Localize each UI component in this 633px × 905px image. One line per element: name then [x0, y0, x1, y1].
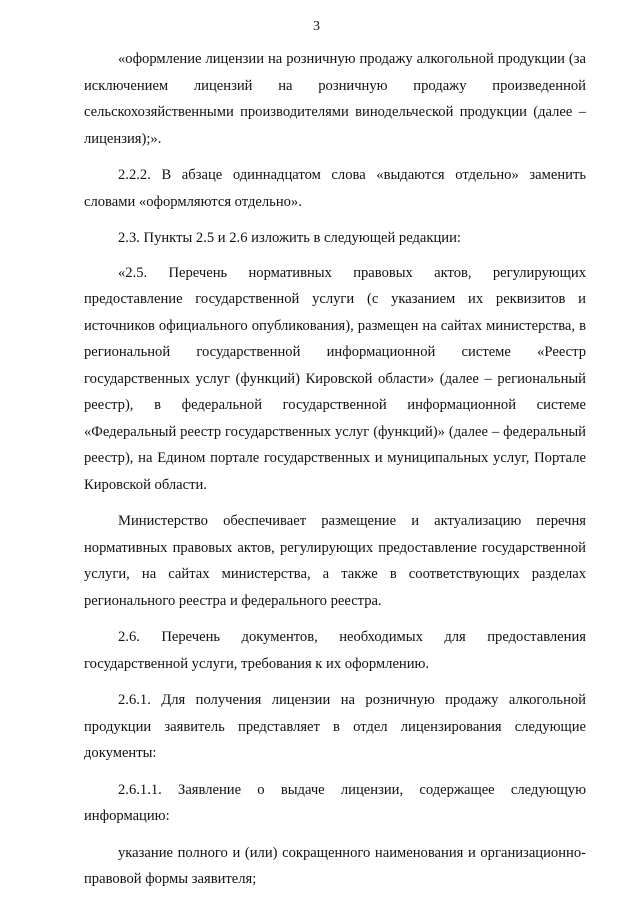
- paragraph-2-5: «2.5. Перечень нормативных правовых актов, регулирующих предоставление государственной услуги (с указанием их реквизитов и источников официального опубликования), размещен на сайтах министерства, в региональной государственной информационной системе «Реестр государственных услуг (функций) Кировской области» (далее – региональный реестр), в федеральной государственной информационной системе «Федеральный реестр государственных услуг (функций)» (далее – федеральный реестр), на Едином портале государственных и муниципальных услуг, Портале Кировской области.: [84, 264, 586, 493]
- paragraph-license-definition: «оформление лицензии на розничную продажу алкогольной продукции (за исключением лицензий на розничную продажу произведенной сельскохозяйственными производителями винодельческой продукции (далее – лицензия);».: [84, 51, 586, 147]
- paragraph-applicant-name: указание полного и (или) сокращенного наименования и организационно-правовой формы заявителя;: [84, 844, 586, 887]
- paragraph-2-3: 2.3. Пункты 2.5 и 2.6 изложить в следующей редакции:: [118, 230, 461, 246]
- paragraph-ministry-duties: Министерство обеспечивает размещение и актуализацию перечня нормативных правовых актов, регулирующих предоставление государственной услуги, на сайтах министерства, а также в соответствующих разделах регионального реестра и федерального реестра.: [84, 513, 586, 609]
- page-number: 3: [313, 19, 320, 34]
- paragraph-2-6: 2.6. Перечень документов, необходимых для предоставления государственной услуги, требования к их оформлению.: [84, 629, 586, 672]
- paragraph-2-6-1: 2.6.1. Для получения лицензии на розничную продажу алкогольной продукции заявитель представляет в отдел лицензирования следующие документы:: [84, 692, 586, 761]
- paragraph-2-2-2: 2.2.2. В абзаце одиннадцатом слова «выдаются отдельно» заменить словами «оформляются отдельно».: [84, 167, 586, 210]
- paragraph-2-6-1-1: 2.6.1.1. Заявление о выдаче лицензии, содержащее следующую информацию:: [84, 781, 586, 824]
- document-body: [84, 46, 586, 903]
